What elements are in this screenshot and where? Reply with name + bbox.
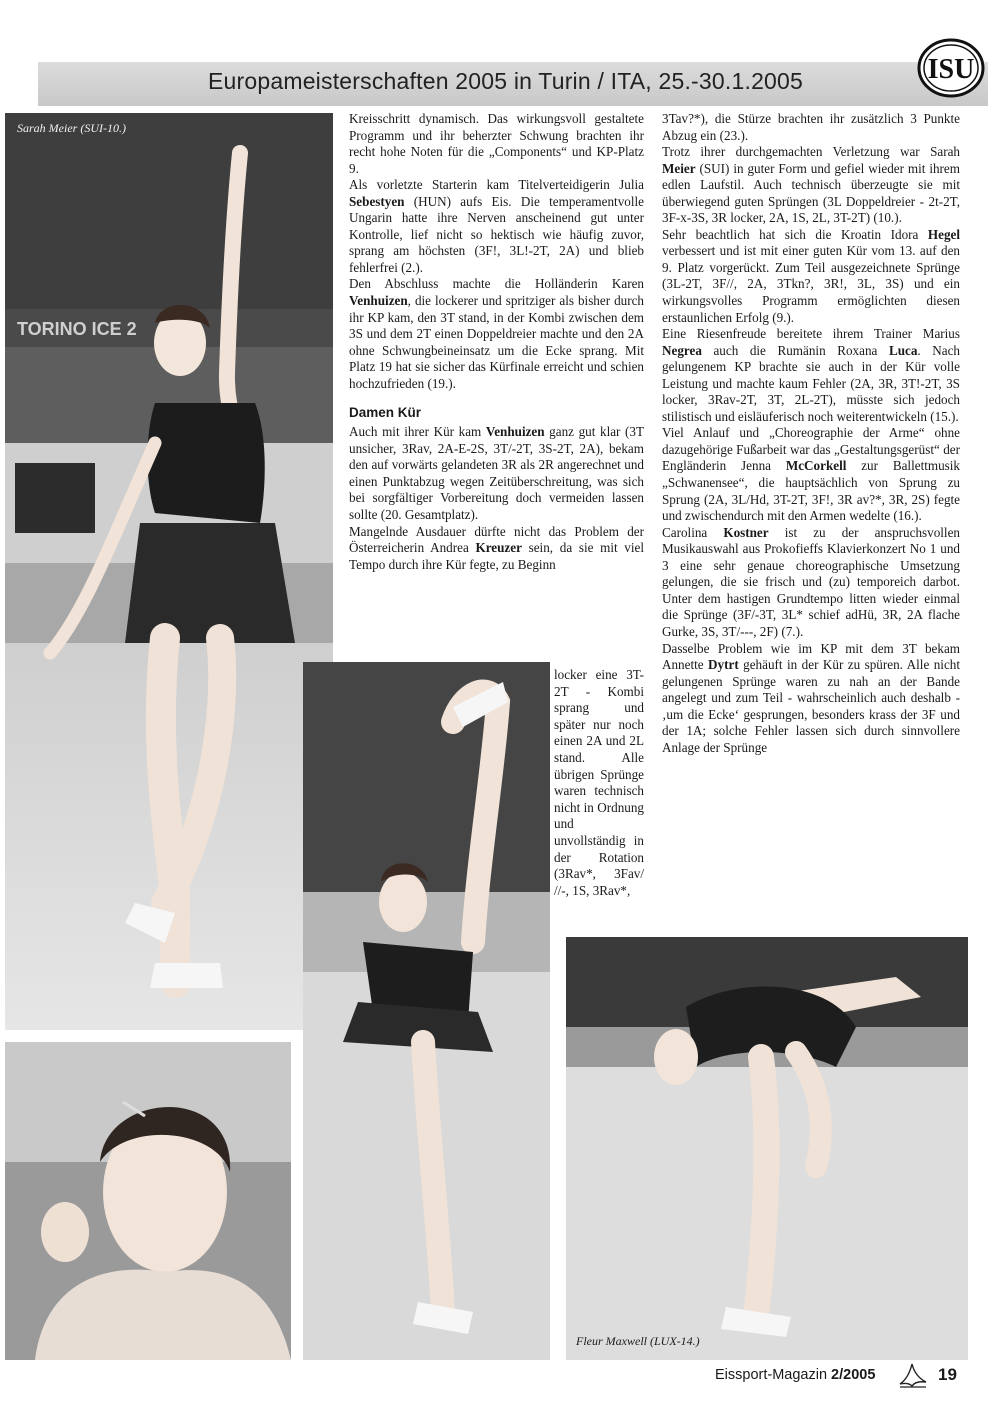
photo-center-spiral — [303, 662, 550, 1360]
paragraph: Trotz ihrer durchgemachten Verletzung war Sarah Meier (SUI) in guter Form und gefiel wieder mit ihrem edlen Laufstil. Auch technisch überzeugte sie mit überwiegend guten Sprüngen (3L Doppeldreier - 2t-2T, 3F-x-3S, 3R locker, 2A, 1S, 2L, 3T-2T) (10.). — [662, 144, 960, 226]
footer-magazine — [715, 1367, 875, 1383]
paragraph: Eine Riesenfreude bereitete ihrem Trainer Marius Negrea auch die Rumänin Roxana Luca. Nach gelungenem KP brachte sie auch in der Kür volle Leistung und machte kaum Fehler (2A, 3R, 3T!-2T, 3S locker, 3Rav-2T, 3T, 2L-2T), müsste sich jedoch stilistisch und eisläuferisch noch weiterentwickeln (15.). — [662, 326, 961, 424]
article-column-1 — [349, 111, 644, 573]
paragraph: Kreisschritt dynamisch. Das wirkungsvoll gestaltete Programm und ihr beherzter Schwung brachten ihr recht hohe Noten für die „Components“ und KP-Platz 9. — [349, 111, 644, 176]
article-column-1-continued — [554, 667, 644, 899]
isu-logo — [916, 38, 986, 98]
skater-name: Dytrt — [708, 657, 739, 673]
paragraph: Dasselbe Problem wie im KP mit dem 3T bekam Annette Dytrt gehäuft in der Kür zu spüren. Alle nicht gelungenen Sprünge waren zu nah an der Bande angelegt und zum Teil - wahrscheinlich auch deshalb - ‚um die Ecke‘ gesprungen, besonders krass der 3F und der 1A; solche Fehler lassen sich durch sinnvollere Anlage der Sprünge — [662, 640, 960, 755]
paragraph: Sehr beachtlich hat sich die Kroatin Idora Hegel verbessert und ist mit einer guten Kür vom 13. auf den 9. Platz vorgerückt. Zum Teil ausgezeichnete Sprünge (3L-2T, 3F//, 2A, 3Tkn?, 3R!, 3L, 3S) und ein wirkungsvolles Programm ermöglichten diesen erstaunlichen Erfolg (9.). — [662, 226, 960, 325]
skater-name: Sebestyen — [349, 193, 405, 209]
paragraph: Mangelnde Ausdauer dürfte nicht das Problem der Österreicherin Andrea Kreuzer sein, da sie mit viel Tempo durch ihre Kür fegte, zu Beginn — [349, 523, 645, 572]
paragraph: Den Abschluss machte die Holländerin Karen Venhuizen, die lockerer und spritziger als bisher durch ihr KP kam, den 3T stand, in der Kombi zwischen dem 3S und dem 2T einen Doppeldreier machte und den 2A ohne Schwungbeineinsatz um die Ecke sprang. Mit Platz 19 hat sie sicher das Kürfinale erreicht und schien hochzufrieden (19.). — [349, 276, 644, 391]
page-number: 19 — [938, 1365, 957, 1384]
photo-banner-text: TORINO ICE 2 — [17, 319, 137, 339]
photo-sarah-meier — [5, 113, 333, 1030]
photo-fleur-maxwell — [566, 937, 968, 1360]
skater-name: Venhuizen — [485, 424, 545, 440]
paragraph: Viel Anlauf und „Choreographie der Arme“ ohne dazugehörige Fußarbeit war das „Gestaltungsgerüst“ der Engländerin Jenna McCorkell zur Ballettmusik „Schwanensee“, die hauptsächlich von Sprung zu Sprung (2A, 3L/Hd, 3T-2T, 3F!, 3R av?*, 3R, 2S) fegte und zwischendurch mit den Armen wedelte (16.). — [662, 425, 960, 524]
section-heading: Damen Kür — [349, 405, 422, 421]
page-title: Europameisterschaften 2005 in Turin / ITA, 25.-30.1.2005 — [207, 68, 804, 94]
skater-name: McCorkell — [785, 458, 847, 474]
skater-name: Venhuizen — [349, 293, 408, 309]
paragraph: locker eine 3T-2T - Kombi sprang und später nur noch einen 2A und 2L stand. Alle übrigen Sprünge waren technisch nicht in Ordnung und unvollständig in der Rotation (3Rav*, 3Fav/ //-, 1S, 3Rav*, — [554, 667, 644, 898]
magazine-bird-icon — [898, 1362, 928, 1393]
photo-caption-meier: Sarah Meier (SUI-10.) — [17, 121, 126, 135]
isu-logo-text: ISU — [927, 54, 975, 85]
skater-name: Luca — [888, 342, 918, 358]
paragraph: Auch mit ihrer Kür kam Venhuizen ganz gut klar (3T unsicher, 3Rav, 2A-E-2S, 3T/-2T, 3S-2T, 2A), bekam den auf vorwärts gelandeten 3R als 2R angerechnet und einen Punktabzug wegen Zeitüberschreitung, was sich bei sorgfältiger Vorbereitung doch vermeiden lassen sollte (20. Gesamtplatz). — [349, 424, 645, 523]
magazine-name: Eissport-Magazin — [715, 1367, 828, 1383]
paragraph: Carolina Kostner ist zu der anspruchsvollen Musikauswahl aus Prokofieffs Klavierkonzert No 1 und 3 eine sehr genaue choreographische Umsetzung gelungen, die sie frisch und (zu) temporeich darbot. Unter dem hastigen Grundtempo litten wieder einmal die Sprünge (3F/-3T, 3L* schief adHü, 3R, 2A flache Gurke, 3S, 3T/---, 2F) (7.). — [662, 524, 960, 639]
magazine-issue: 2/2005 — [831, 1367, 876, 1383]
paragraph: Als vorletzte Starterin kam Titelverteidigerin Julia Sebestyen (HUN) aufs Eis. Die temperamentvolle Ungarin hatte ihre Nerven anscheinend gut unter Kontrolle, lief nicht so hektisch wie häufig zuvor, sprang am höchsten (3F!, 3L!-2T, 2A) und blieb fehlerfrei (2.). — [349, 177, 644, 275]
skater-name: Hegel — [927, 226, 960, 242]
header-band — [38, 62, 988, 106]
photo-caption-maxwell: Fleur Maxwell (LUX-14.) — [576, 1334, 700, 1348]
skater-name: Meier — [662, 160, 696, 176]
skater-name: Kreuzer — [475, 540, 522, 556]
article-column-2 — [662, 111, 960, 756]
photo-portrait — [5, 1042, 291, 1360]
skater-name: Kostner — [723, 524, 769, 540]
trainer-name: Negrea — [662, 342, 702, 358]
paragraph: 3Tav?*), die Stürze brachten ihr zusätzlich 3 Punkte Abzug ein (23.). — [662, 111, 960, 143]
